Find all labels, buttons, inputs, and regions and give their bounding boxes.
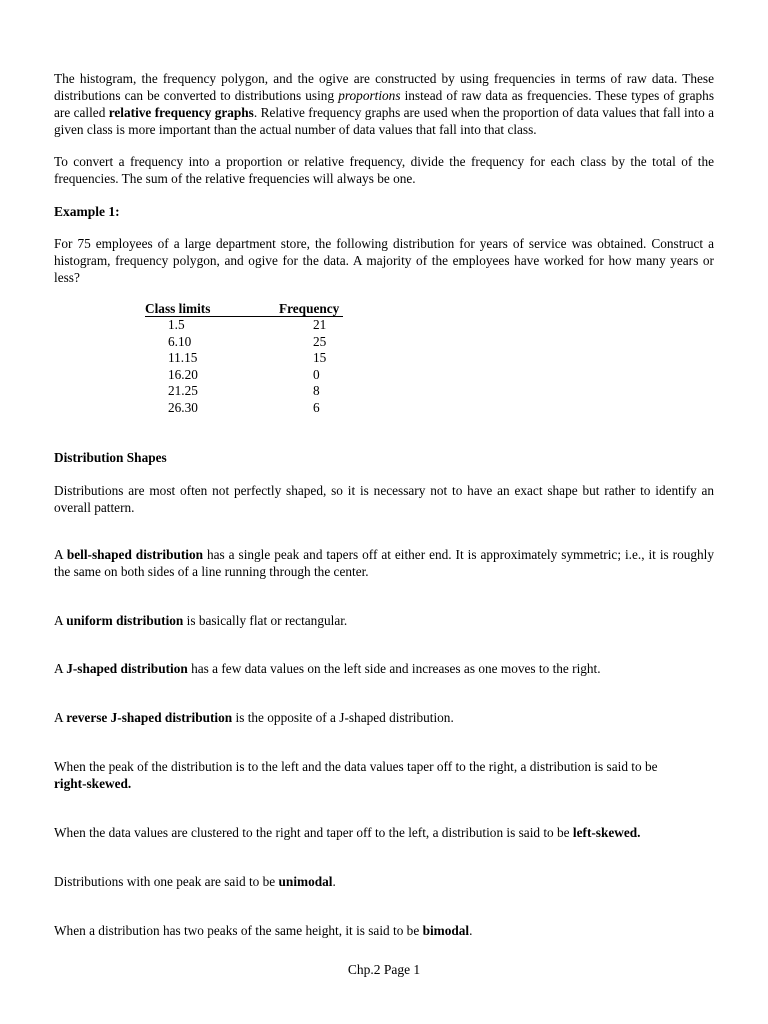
table-row (145, 350, 343, 367)
frequency-cell: 21 (313, 317, 327, 332)
frequency-cell: 8 (313, 383, 320, 398)
right-skewed-text: When the peak of the distribution is to the left and the data values taper off to the right, a distribution is said to be (54, 759, 658, 774)
bimodal-paragraph (54, 922, 472, 939)
table-row (145, 367, 343, 384)
right-skewed-paragraph (54, 758, 714, 792)
table-row (145, 317, 343, 334)
uniform-text-a: A (54, 613, 67, 628)
frequency-cell: 15 (313, 350, 327, 365)
left-skewed-paragraph (54, 824, 641, 841)
intro-paragraph-1 (54, 70, 714, 138)
unimodal-text-a: Distributions with one peak are said to be (54, 874, 279, 889)
frequency-cell: 0 (313, 366, 320, 382)
example-text: For 75 employees of a large department store, the following distribution for years of service was obtained. Construct a histogram, frequency polygon, and ogive for the data. A majority of the employees have worked for how many years or less? (54, 236, 714, 285)
class-limits-cell: 11.15 (168, 350, 198, 365)
bimodal-text-a: When a distribution has two peaks of the same height, it is said to be (54, 923, 423, 938)
table-row (145, 400, 343, 417)
table-row (145, 383, 343, 400)
page-footer: Chp.2 Page 1 (347, 962, 421, 977)
frequency-table (145, 301, 343, 416)
intro-p1-text-b: instead of raw data as frequencies. These types of graphs are called (54, 88, 714, 120)
uniform-paragraph (54, 612, 347, 629)
unimodal-paragraph (54, 873, 336, 890)
bell-shaped-paragraph (54, 546, 714, 580)
distribution-shapes-heading: Distribution Shapes (54, 450, 167, 465)
table-row (145, 334, 343, 351)
bimodal-text-b: . (469, 923, 473, 938)
class-limits-cell: 6.10 (168, 333, 192, 349)
jshaped-text-a: A (54, 661, 67, 676)
jshaped-text-b: has a few data values on the left side and increases as one moves to the right. (187, 661, 601, 676)
class-limits-cell: 21.25 (168, 383, 198, 398)
intro-p1-text-a: The histogram, the frequency polygon, and the ogive are constructed by using frequencies in terms of raw data. These distributions can be converted to distributions using (54, 71, 714, 103)
shapes-intro: Distributions are most often not perfectly shaped, so it is necessary not to have an exact shape but rather to identify an overall pattern. (54, 483, 714, 515)
j-shaped-paragraph (54, 660, 601, 677)
header-class-limits: Class limits (145, 301, 279, 317)
reverse-j-text-b: is the opposite of a J-shaped distribution. (232, 710, 454, 725)
right-skewed-term: right-skewed. (54, 776, 132, 791)
left-skewed-text: When the data values are clustered to the right and taper off to the left, a distribution is said to be (54, 825, 573, 840)
header-frequency: Frequency (279, 301, 343, 317)
class-limits-cell: 26.30 (168, 399, 198, 415)
uniform-term: uniform distribution (66, 613, 184, 628)
intro-p1-term: relative frequency graphs (108, 105, 254, 120)
bell-term: bell-shaped distribution (66, 547, 204, 562)
left-skewed-term: left-skewed. (572, 825, 641, 840)
frequency-cell: 6 (313, 399, 320, 415)
class-limits-cell: 16.20 (168, 366, 198, 382)
example-heading: Example 1: (54, 204, 120, 219)
uniform-text-b: is basically flat or rectangular. (183, 613, 348, 628)
bell-text-a: A (54, 547, 67, 562)
intro-paragraph-2: To convert a frequency into a proportion or relative frequency, divide the frequency for each class by the total of the frequencies. The sum of the relative frequencies will always be one. (54, 154, 714, 186)
bimodal-term: bimodal (422, 923, 470, 938)
jshaped-term: J-shaped distribution (66, 661, 188, 676)
class-limits-cell: 1.5 (168, 317, 185, 332)
frequency-cell: 25 (313, 333, 327, 349)
unimodal-text-b: . (332, 874, 336, 889)
intro-p1-emphasis: proportions (338, 88, 401, 103)
table-header-row (145, 301, 343, 317)
bell-text-b: has a single peak and tapers off at either end. It is approximately symmetric; i.e., it is roughly the same on both sides of a line running through the center. (54, 547, 714, 579)
intro-p1-text-c: . Relative frequency graphs are used when the proportion of data values that fall into a given class is more important than the actual number of data values that fall into that class. (54, 105, 714, 137)
reverse-j-term: reverse J-shaped distribution (66, 710, 233, 725)
unimodal-term: unimodal (278, 874, 333, 889)
reverse-j-text-a: A (54, 710, 67, 725)
reverse-j-shaped-paragraph (54, 709, 454, 726)
